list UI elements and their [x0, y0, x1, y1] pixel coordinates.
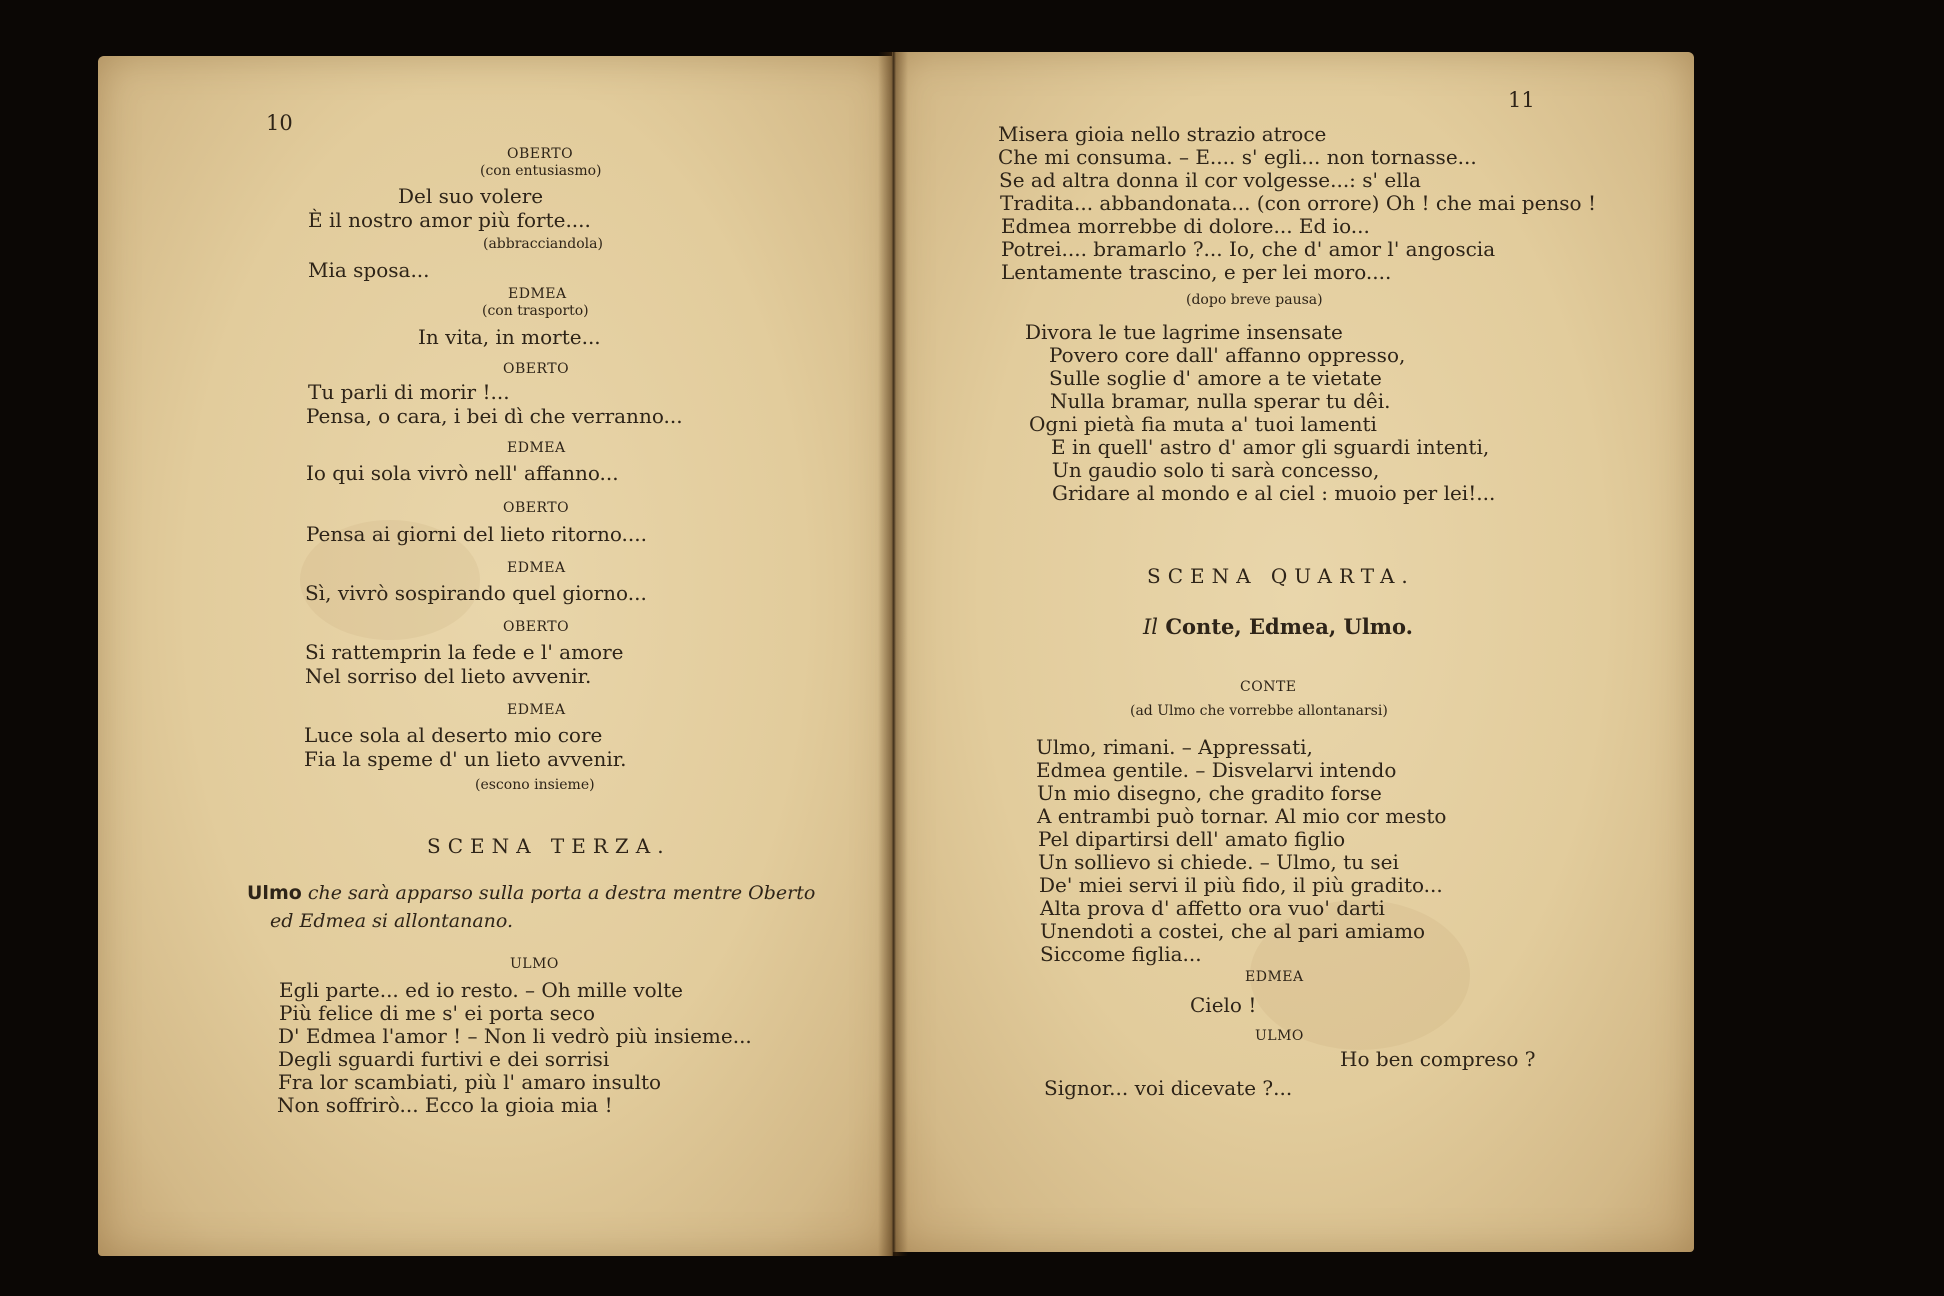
verse-line: Più felice di me s' ei porta seco: [279, 1001, 596, 1025]
verse-line: Sulle soglie d' amore a te vietate: [1049, 366, 1382, 390]
verse-line: Io qui sola vivrò nell' affanno...: [306, 461, 619, 485]
verse-line: Ho ben compreso ?: [1340, 1047, 1536, 1071]
scene-description: [247, 880, 815, 907]
verse-line: Edmea morrebbe di dolore... Ed io...: [1001, 214, 1370, 238]
verse-line: Ogni pietà fia muta a' tuoi lamenti: [1029, 412, 1377, 436]
verse-line: Degli sguardi furtivi e dei sorrisi: [278, 1047, 610, 1071]
verse-line: Povero core dall' affanno oppresso,: [1049, 343, 1406, 367]
verse-line: Nulla bramar, nulla sperar tu dêi.: [1050, 389, 1391, 413]
characters-list: Conte, Edmea, Ulmo.: [1165, 614, 1413, 639]
verse-line: Che mi consuma. – E.... s' egli... non tornasse...: [998, 145, 1477, 169]
stage-direction: (dopo breve pausa): [1186, 292, 1323, 308]
verse-line: Lentamente trascino, e per lei moro....: [1001, 260, 1392, 284]
page-number-left: 10: [266, 111, 293, 135]
character-name: Ulmo: [247, 882, 302, 904]
verse-line: Pel dipartirsi dell' amato figlio: [1038, 827, 1346, 851]
verse-line: In vita, in morte...: [418, 325, 601, 349]
speaker-label: OBERTO: [503, 500, 570, 516]
speaker-label: EDMEA: [1245, 969, 1304, 985]
verse-line: Cielo !: [1190, 993, 1257, 1017]
speaker-label: ULMO: [1255, 1028, 1304, 1044]
verse-line: Pensa ai giorni del lieto ritorno....: [306, 522, 647, 546]
stage-direction: (con entusiasmo): [480, 163, 602, 179]
verse-line: Signor... voi dicevate ?...: [1044, 1076, 1293, 1100]
scene-title: SCENA TERZA.: [427, 834, 671, 858]
verse-line: Pensa, o cara, i bei dì che verranno...: [306, 404, 683, 428]
verse-line: Egli parte... ed io resto. – Oh mille volte: [279, 978, 683, 1002]
verse-line: Del suo volere: [398, 184, 544, 208]
verse-line: Nel sorriso del lieto avvenir.: [305, 664, 592, 688]
speaker-label: EDMEA: [507, 702, 566, 718]
stage-direction: (abbracciandola): [483, 236, 603, 252]
speaker-label: EDMEA: [508, 286, 567, 302]
verse-line: Siccome figlia...: [1040, 942, 1202, 966]
verse-line: D' Edmea l'amor ! – Non li vedrò più insieme...: [278, 1024, 752, 1048]
speaker-label: EDMEA: [507, 560, 566, 576]
page-number-right: 11: [1508, 88, 1535, 112]
verse-line: Divora le tue lagrime insensate: [1025, 320, 1343, 344]
verse-line: De' miei servi il più fido, il più gradito...: [1039, 873, 1443, 897]
verse-line: Tu parli di morir !...: [308, 380, 510, 404]
verse-line: Unendoti a costei, che al pari amiamo: [1040, 919, 1426, 943]
verse-line: Luce sola al deserto mio core: [304, 723, 603, 747]
speaker-label: CONTE: [1240, 679, 1297, 695]
verse-line: Se ad altra donna il cor volgesse...: s' ella: [999, 168, 1421, 192]
verse-line: Un sollievo si chiede. – Ulmo, tu sei: [1038, 850, 1399, 874]
speaker-label: OBERTO: [503, 361, 570, 377]
verse-line: Tradita... abbandonata... (con orrore) Oh ! che mai penso !: [1000, 191, 1596, 215]
verse-line: Non soffrirò... Ecco la gioia mia !: [277, 1093, 613, 1117]
verse-line: Sì, vivrò sospirando quel giorno...: [305, 581, 647, 605]
speaker-label: EDMEA: [507, 440, 566, 456]
verse-line: A entrambi può tornar. Al mio cor mesto: [1037, 804, 1447, 828]
verse-line: Fia la speme d' un lieto avvenir.: [304, 747, 627, 771]
verse-line: Fra lor scambiati, più l' amaro insulto: [278, 1070, 662, 1094]
verse-line: Ulmo, rimani. – Appressati,: [1036, 735, 1313, 759]
characters-prefix: Il: [1143, 615, 1159, 639]
speaker-label: ULMO: [510, 956, 559, 972]
scene-description-text: che sarà apparso sulla porta a destra mentre Oberto: [307, 882, 816, 904]
verse-line: Mia sposa...: [308, 258, 430, 282]
verse-line: È il nostro amor più forte....: [308, 208, 591, 232]
scene-title: SCENA QUARTA.: [1147, 564, 1415, 588]
speaker-label: OBERTO: [503, 619, 570, 635]
verse-line: E in quell' astro d' amor gli sguardi intenti,: [1051, 435, 1490, 459]
verse-line: Un mio disegno, che gradito forse: [1037, 781, 1382, 805]
verse-line: Si rattemprin la fede e l' amore: [305, 640, 624, 664]
scene-characters: [1143, 614, 1413, 639]
verse-line: Gridare al mondo e al ciel : muoio per lei!...: [1052, 481, 1496, 505]
verse-line: Alta prova d' affetto ora vuo' darti: [1040, 896, 1385, 920]
speaker-label: OBERTO: [507, 146, 574, 162]
verse-line: Un gaudio solo ti sarà concesso,: [1052, 458, 1380, 482]
verse-line: Potrei.... bramarlo ?... Io, che d' amor l' angoscia: [1001, 237, 1496, 261]
stage-direction: (con trasporto): [482, 303, 589, 319]
verse-line: Edmea gentile. – Disvelarvi intendo: [1036, 758, 1397, 782]
stage-direction: (escono insieme): [475, 777, 595, 793]
verse-line: Misera gioia nello strazio atroce: [998, 122, 1327, 146]
book-gutter: [878, 52, 908, 1256]
stage-direction: (ad Ulmo che vorrebbe allontanarsi): [1130, 703, 1388, 719]
scene-description-continued: ed Edmea si allontanano.: [270, 910, 514, 932]
